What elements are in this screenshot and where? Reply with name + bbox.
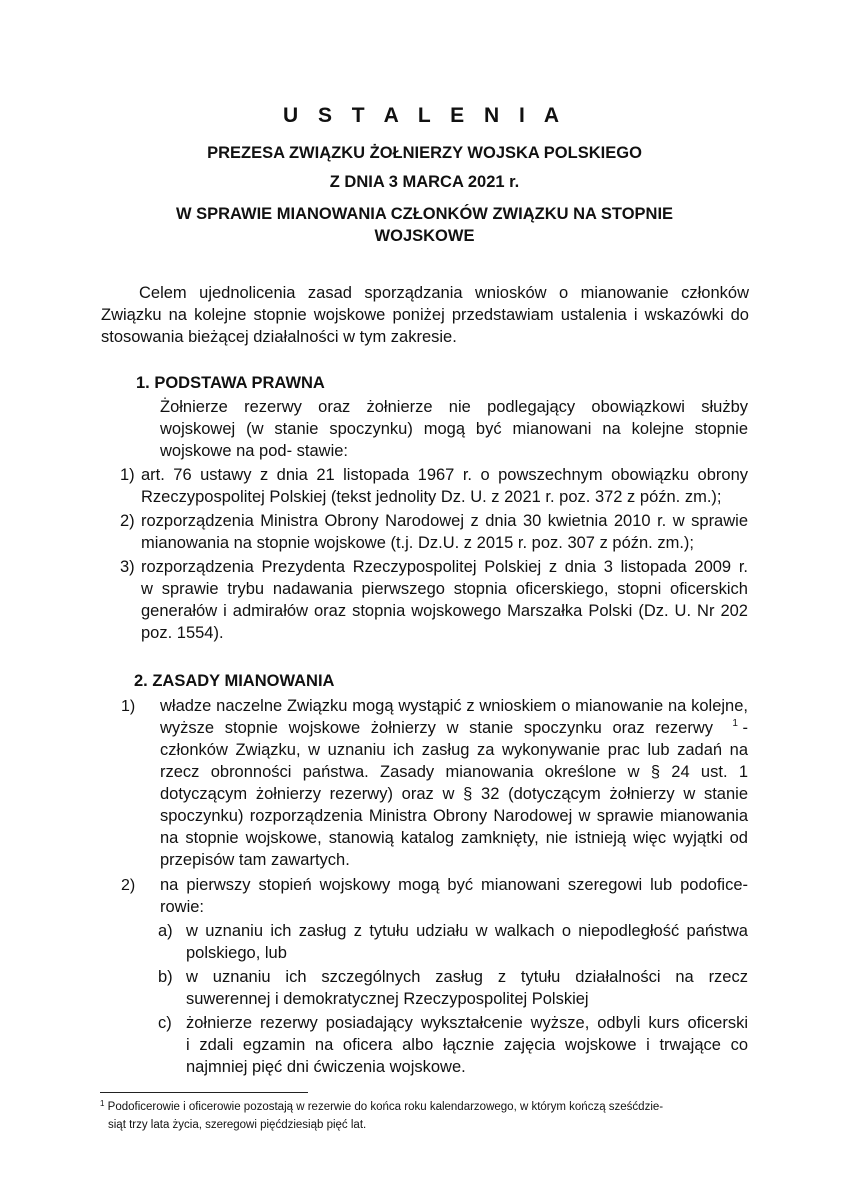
rules-item-1-line-4: rzecz obronności państwa. Zasady mianowania określone w § 24 ust. 1 <box>160 763 748 781</box>
legal-basis-item-1-line-1: art. 76 ustawy z dnia 21 listopada 1967 r. o powszechnym obowiązku obrony <box>141 466 748 484</box>
title-line-date: Z DNIA 3 MARCA 2021 r. <box>329 173 520 191</box>
rules-item-1-line-2-tail: - <box>737 719 748 737</box>
rules-item-1-line-8: przepisów tam zawartych. <box>160 851 350 869</box>
section-2-heading: 2. ZASADY MIANOWANIA <box>134 672 335 690</box>
rules-item-2-line-1: na pierwszy stopień wojskowy mogą być mianowani szeregowi lub podofice- <box>160 876 748 894</box>
rules-subitem-c-line-3: najmniej pięć dni ćwiczenia wojskowe. <box>186 1058 466 1076</box>
rules-subitem-a-line-1: w uznaniu ich zasług z tytułu udziału w walkach o niepodległość państwa <box>186 922 748 940</box>
document-title: U S T A L E N I A <box>282 104 567 127</box>
legal-basis-item-2-number: 2) <box>120 512 135 530</box>
legal-basis-item-2-line-2: mianowania na stopnie wojskowe (t.j. Dz.U. z 2015 r. poz. 307 z późn. zm.); <box>141 534 695 552</box>
rules-item-1-line-2-end <box>731 719 748 738</box>
rules-item-2-line-2: rowie: <box>160 898 205 916</box>
rules-subitem-a-line-2: polskiego, lub <box>186 944 287 962</box>
section-1-para-line-3: wojskowe na pod- stawie: <box>160 442 349 460</box>
rules-subitem-b-line-1: w uznaniu ich szczególnych zasług z tytułu działalności na rzecz <box>186 968 748 986</box>
footnote-ref-1[interactable]: 1 <box>732 718 738 729</box>
legal-basis-item-1-number: 1) <box>120 466 135 484</box>
footnote-mark: 1 <box>100 1099 105 1108</box>
section-1-para-line-1: Żołnierze rezerwy oraz żołnierze nie podlegający obowiązkowi służby <box>160 398 748 416</box>
rules-item-2-number: 2) <box>121 877 136 894</box>
intro-line-1: Celem ujednolicenia zasad sporządzania wniosków o mianowanie członków <box>139 284 749 302</box>
rules-subitem-a-letter: a) <box>158 922 173 940</box>
footnote-text-1: Podoficerowie i oficerowie pozostają w rezerwie do końca roku kalendarzowego, w którym kończą sześćdzie- <box>107 1101 664 1113</box>
rules-subitem-b-line-2: suwerennej i demokratycznej Rzeczypospolitej Polskiej <box>186 990 589 1008</box>
legal-basis-item-1-line-2: Rzeczypospolitej Polskiej (tekst jednolity Dz. U. z 2021 r. poz. 372 z późn. zm.); <box>141 488 722 506</box>
rules-item-1-line-3: członków Związku, w uznaniu ich zasług za wykonywanie prac lub zadań na <box>160 741 748 759</box>
title-line-subject-cont: WOJSKOWE <box>374 227 475 245</box>
rules-item-1-line-5: dotyczącym żołnierzy rezerwy) oraz w § 32 (dotyczącym żołnierzy w stanie <box>160 785 748 803</box>
footnote-separator <box>100 1092 308 1093</box>
rules-subitem-c-line-2: i zdali egzamin na oficera albo łącznie zajęcia wojskowe i trwające co <box>186 1036 748 1054</box>
legal-basis-item-3-line-4: poz. 1554). <box>141 624 224 642</box>
legal-basis-item-3-line-2: w sprawie trybu nadawania pierwszego stopnia oficerskiego, stopni oficerskich <box>141 580 748 598</box>
footnote-line-1 <box>100 1101 663 1113</box>
rules-item-1-line-7: na stopnie wojskowe, stanowią katalog zamknięty, nie istnieją więc wyjątki od <box>160 829 748 847</box>
section-1-heading: 1. PODSTAWA PRAWNA <box>136 374 325 392</box>
rules-subitem-c-letter: c) <box>158 1014 172 1032</box>
footnote-line-2: siąt trzy lata życia, szeregowi pięćdziesiąb pięć lat. <box>108 1119 367 1131</box>
rules-subitem-b-letter: b) <box>158 968 173 986</box>
section-1-para-line-2: wojskowej (w stanie spoczynku) mogą być mianowani na kolejne stopnie <box>160 420 748 438</box>
intro-line-3: stosowania bieżącej działalności w tym zakresie. <box>101 328 457 346</box>
legal-basis-item-3-number: 3) <box>120 558 135 576</box>
rules-item-1-line-2-text: wyższe stopnie wojskowe żołnierzy w stanie spoczynku oraz rezerwy <box>160 719 713 737</box>
rules-subitem-c-line-1: żołnierze rezerwy posiadający wykształcenie wyższe, odbyli kurs oficerski <box>186 1014 748 1032</box>
rules-item-1-line-2 <box>160 719 748 738</box>
intro-line-2: Związku na kolejne stopnie wojskowe poniżej przedstawiam ustalenia i wskazówki do <box>101 306 749 324</box>
rules-item-1-number: 1) <box>121 698 136 715</box>
title-line-issuer: PREZESA ZWIĄZKU ŻOŁNIERZY WOJSKA POLSKIEGO <box>207 144 642 162</box>
legal-basis-item-2-line-1: rozporządzenia Ministra Obrony Narodowej z dnia 30 kwietnia 2010 r. w sprawie <box>141 512 748 530</box>
rules-item-1-line-6: spoczynku) rozporządzenia Ministra Obrony Narodowej w sprawie mianowania <box>160 807 748 825</box>
legal-basis-item-3-line-3: generałów i admirałów oraz stopnia wojskowego Marszałka Polski (Dz. U. Nr 202 <box>141 602 748 620</box>
rules-item-1-line-1: władze naczelne Związku mogą wystąpić z wnioskiem o mianowanie na kolejne, <box>160 697 748 715</box>
title-line-subject: W SPRAWIE MIANOWANIA CZŁONKÓW ZWIĄZKU NA STOPNIE <box>175 205 674 223</box>
legal-basis-item-3-line-1: rozporządzenia Prezydenta Rzeczypospolitej Polskiej z dnia 3 listopada 2009 r. <box>141 558 748 576</box>
